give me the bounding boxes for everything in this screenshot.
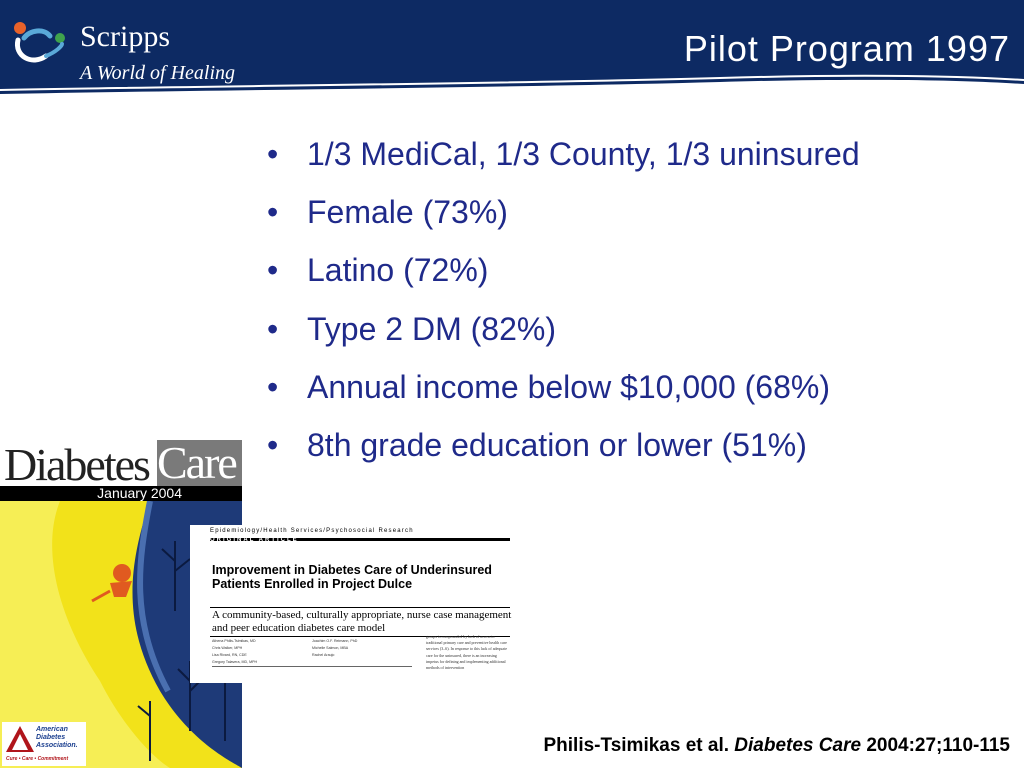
bullet-text: Annual income below $10,000 (68%) — [307, 368, 830, 405]
citation-journal: Diabetes Care — [734, 735, 862, 756]
bullet-item — [265, 369, 860, 427]
ada-badge — [2, 722, 86, 766]
bullet-text: Female (73%) — [307, 194, 508, 231]
article-type-label: ORIGINAL ARTICLE — [210, 537, 299, 543]
ada-badge-text: American Diabetes Association. — [36, 726, 78, 749]
bullet-text: Latino (72%) — [307, 252, 489, 289]
article-body-snippet: groups is compounded by lack of access to traditional primary care and preventive health care services (3–6). In response to this lack of adequate care for the uninsured, there is an increasing impetus for defining and implementing additional methods of intervention — [426, 634, 507, 671]
author-name: Chris Walker, MPH — [212, 646, 243, 650]
bullet-dot-icon: • — [267, 310, 279, 347]
bullet-dot-icon: • — [267, 368, 279, 405]
article-headline: Improvement in Diabetes Care of Underinsured Patients Enrolled in Project Dulce — [212, 563, 492, 591]
bullet-item — [265, 194, 860, 252]
masthead-word-care: Care — [157, 440, 242, 486]
author-name: Gregory Talavera, MD, MPH — [212, 660, 258, 664]
ada-logo-icon — [4, 724, 36, 754]
bullet-item — [265, 136, 860, 194]
author-name: Rachel Araujo — [312, 653, 335, 657]
brand-name: Scripps — [80, 20, 170, 53]
author-name: Athena Philis-Tsimikas, MD — [212, 639, 256, 643]
bullet-list — [265, 136, 860, 485]
article-authors-col2 — [312, 638, 357, 659]
article-divider — [210, 607, 510, 608]
citation-authors: Philis-Tsimikas et al. — [543, 735, 730, 756]
article-divider — [212, 666, 412, 667]
slide-header — [0, 0, 1024, 108]
ada-badge-tagline: Cure • Care • Commitment — [6, 756, 69, 762]
bullet-item — [265, 427, 860, 485]
bullet-dot-icon: • — [267, 426, 279, 463]
article-authors-col1 — [212, 638, 257, 666]
issue-date: January 2004 — [0, 486, 242, 501]
author-name: Joachim O.F. Reimann, PhD — [312, 639, 358, 643]
brand-tagline: A World of Healing — [80, 62, 236, 84]
bullet-dot-icon: • — [267, 252, 279, 289]
bullet-item — [265, 252, 860, 310]
scripps-logo-mark-icon — [10, 16, 72, 68]
citation — [544, 735, 1011, 757]
author-name: Michelle Salmon, MBA — [312, 646, 349, 650]
bullet-dot-icon: • — [267, 194, 279, 231]
citation-reference: 2004:27;110-115 — [866, 735, 1010, 756]
bullet-text: 8th grade education or lower (51%) — [307, 426, 807, 463]
bullet-text: 1/3 MediCal, 1/3 County, 1/3 uninsured — [307, 136, 860, 172]
bullet-dot-icon: • — [267, 136, 279, 172]
masthead-word-diabetes: Diabetes — [4, 440, 149, 486]
article-subtitle: A community-based, culturally appropriate, nurse case management and peer education diabetes care model — [212, 609, 512, 634]
article-excerpt-image — [190, 525, 512, 683]
bullet-item — [265, 311, 860, 369]
bullet-text: Type 2 DM (82%) — [307, 310, 556, 347]
journal-masthead — [0, 440, 242, 486]
article-section-label: Epidemiology/Health Services/Psychosocial Research — [210, 528, 414, 534]
slide-title: Pilot Program 1997 — [683, 28, 1010, 69]
author-name: Lisa Rivard, RN, CDE — [212, 653, 247, 657]
scripps-logo — [10, 14, 250, 94]
